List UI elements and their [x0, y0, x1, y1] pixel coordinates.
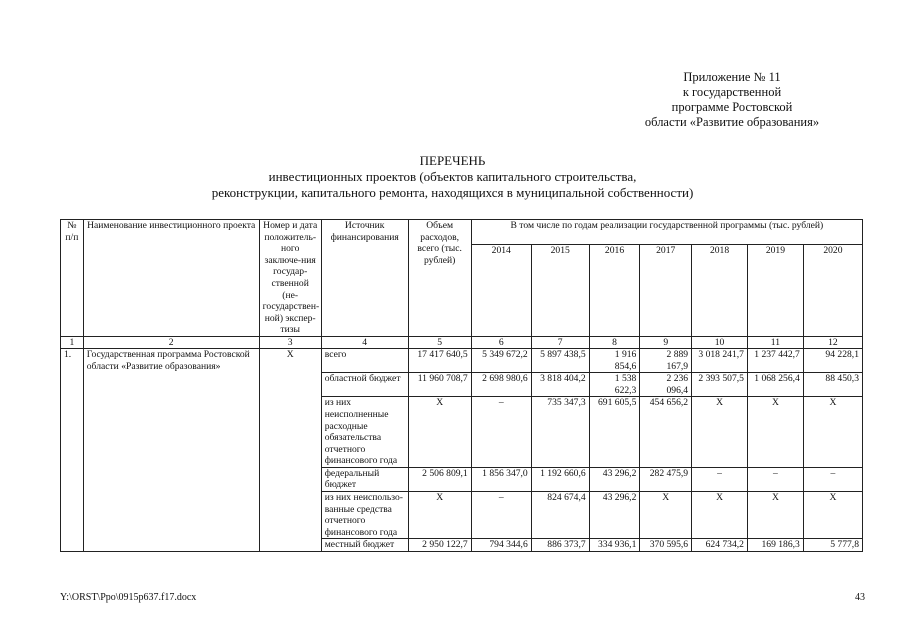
value-cell: 94 228,1 — [803, 348, 862, 372]
value-cell: 454 656,2 — [640, 397, 692, 468]
value-cell: 2 698 980,6 — [471, 373, 531, 397]
value-cell: 5 897 438,5 — [531, 348, 589, 372]
value-cell: 2 950 122,7 — [408, 539, 471, 552]
value-cell: 2 889 167,9 — [640, 348, 692, 372]
value-cell: – — [471, 397, 531, 468]
value-cell: 5 349 672,2 — [471, 348, 531, 372]
footer-page-number: 43 — [855, 592, 865, 603]
value-cell: 2 393 507,5 — [692, 373, 748, 397]
value-cell: 1 856 347,0 — [471, 467, 531, 491]
appendix-line-1: Приложение № 11 — [683, 70, 781, 84]
value-cell: Х — [803, 492, 862, 539]
value-cell: 1 237 442,7 — [747, 348, 803, 372]
funding-source: из них неисполненные расходные обязательства отчетного финансового года — [321, 397, 408, 468]
column-number: 8 — [589, 336, 640, 348]
value-cell: – — [692, 467, 748, 491]
header-volume: Объем расходов, всего (тыс. рублей) — [408, 220, 471, 337]
value-cell: 1 538 622,3 — [589, 373, 640, 397]
project-conclusion: Х — [259, 348, 321, 551]
value-cell: Х — [408, 397, 471, 468]
value-cell: Х — [803, 397, 862, 468]
funding-source: местный бюджет — [321, 539, 408, 552]
appendix-header — [602, 70, 862, 130]
appendix-line-2: к государственной — [682, 85, 782, 99]
column-number: 6 — [471, 336, 531, 348]
header-source: Источник финансирования — [321, 220, 408, 337]
column-number: 11 — [747, 336, 803, 348]
value-cell: Х — [747, 397, 803, 468]
value-cell: 2 236 096,4 — [640, 373, 692, 397]
value-cell: 2 506 809,1 — [408, 467, 471, 491]
value-cell: 1 916 854,6 — [589, 348, 640, 372]
value-cell: 3 018 241,7 — [692, 348, 748, 372]
value-cell: 43 296,2 — [589, 467, 640, 491]
header-conclusion: Номер и дата положитель-ного заключе-ния государ-ственной (не-государствен-ной) экспер-тизы — [259, 220, 321, 337]
value-cell: 370 595,6 — [640, 539, 692, 552]
funding-source: из них неиспользо-ванные средства отчетного финансового года — [321, 492, 408, 539]
value-cell: 334 936,1 — [589, 539, 640, 552]
column-number: 4 — [321, 336, 408, 348]
column-number: 7 — [531, 336, 589, 348]
column-number: 3 — [259, 336, 321, 348]
column-number: 1 — [61, 336, 84, 348]
appendix-line-3: программе Ростовской — [671, 100, 793, 114]
value-cell: Х — [747, 492, 803, 539]
funding-source: всего — [321, 348, 408, 372]
value-cell: 1 192 660,6 — [531, 467, 589, 491]
header-year-2015: 2015 — [531, 244, 589, 336]
appendix-line-4: области «Развитие образования» — [644, 115, 820, 129]
value-cell: 624 734,2 — [692, 539, 748, 552]
value-cell: 282 475,9 — [640, 467, 692, 491]
value-cell: Х — [640, 492, 692, 539]
value-cell: 88 450,3 — [803, 373, 862, 397]
value-cell: 886 373,7 — [531, 539, 589, 552]
funding-source: федеральный бюджет — [321, 467, 408, 491]
column-number: 2 — [83, 336, 259, 348]
header-year-2018: 2018 — [692, 244, 748, 336]
funding-source: областной бюджет — [321, 373, 408, 397]
header-row-1 — [61, 220, 863, 245]
table-row — [61, 348, 863, 372]
value-cell: – — [471, 492, 531, 539]
value-cell: 3 818 404,2 — [531, 373, 589, 397]
header-years-group: В том числе по годам реализации государственной программы (тыс. рублей) — [471, 220, 862, 245]
value-cell: 735 347,3 — [531, 397, 589, 468]
value-cell: Х — [408, 492, 471, 539]
value-cell: 43 296,2 — [589, 492, 640, 539]
title-line-3: реконструкции, капитального ремонта, находящихся в муниципальной собственности) — [211, 185, 694, 200]
header-year-2014: 2014 — [471, 244, 531, 336]
value-cell: 824 674,4 — [531, 492, 589, 539]
column-numbers-row — [61, 336, 863, 348]
column-number: 12 — [803, 336, 862, 348]
value-cell: 691 605,5 — [589, 397, 640, 468]
project-name: Государственная программа Ростовской области «Развитие образования» — [83, 348, 259, 551]
value-cell: 169 186,3 — [747, 539, 803, 552]
investment-projects-table — [60, 219, 863, 552]
project-num: 1. — [61, 348, 84, 551]
header-year-2019: 2019 — [747, 244, 803, 336]
value-cell: – — [803, 467, 862, 491]
column-number: 10 — [692, 336, 748, 348]
title-line-1: ПЕРЕЧЕНЬ — [419, 153, 486, 168]
value-cell: Х — [692, 492, 748, 539]
header-year-2017: 2017 — [640, 244, 692, 336]
value-cell: 794 344,6 — [471, 539, 531, 552]
column-number: 5 — [408, 336, 471, 348]
value-cell: 17 417 640,5 — [408, 348, 471, 372]
header-year-2016: 2016 — [589, 244, 640, 336]
title-line-2: инвестиционных проектов (объектов капитального строительства, — [268, 169, 637, 184]
value-cell: Х — [692, 397, 748, 468]
document-title — [0, 153, 905, 201]
value-cell: – — [747, 467, 803, 491]
value-cell: 11 960 708,7 — [408, 373, 471, 397]
header-year-2020: 2020 — [803, 244, 862, 336]
value-cell: 1 068 256,4 — [747, 373, 803, 397]
header-name: Наименование инвестиционного проекта — [83, 220, 259, 337]
column-number: 9 — [640, 336, 692, 348]
header-num: № п/п — [61, 220, 84, 337]
footer-file-path: Y:\ORST\Ppo\0915p637.f17.docx — [60, 592, 197, 603]
value-cell: 5 777,8 — [803, 539, 862, 552]
